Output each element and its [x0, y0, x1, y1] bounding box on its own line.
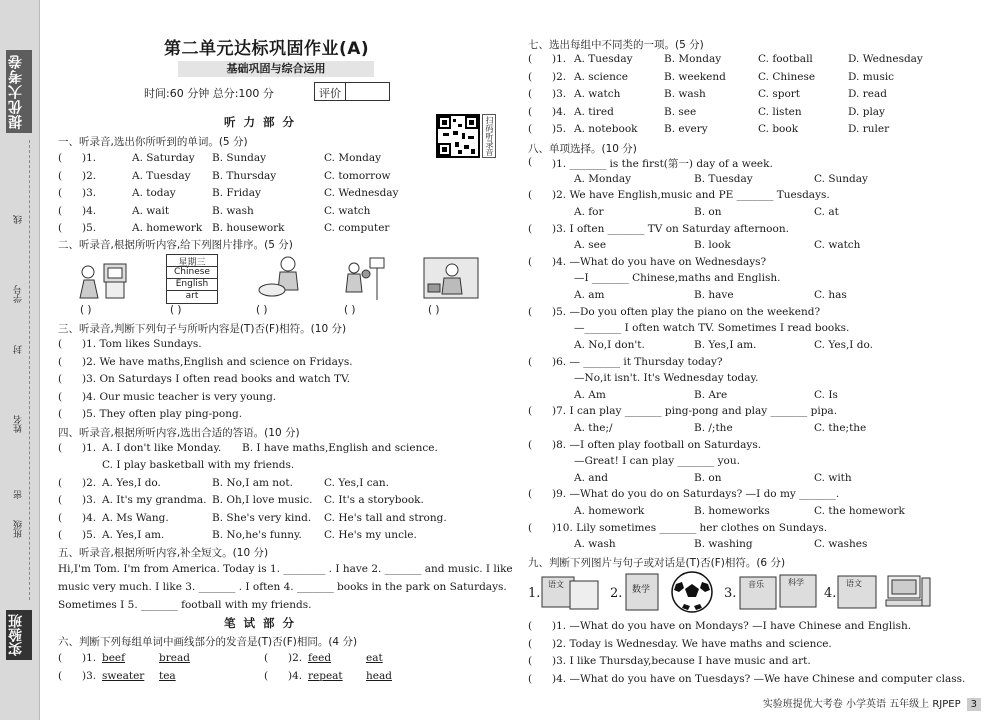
question-number: )3. [82, 187, 97, 199]
option[interactable]: C. Monday [324, 152, 382, 164]
statement: )4. Our music teacher is very young. [82, 390, 277, 403]
option[interactable]: C. tomorrow [324, 169, 391, 182]
answer-paren[interactable]: ( [58, 476, 63, 489]
statement: )3. I like Thursday,because I have music and art. [552, 655, 811, 667]
question-number: )3. [552, 88, 567, 100]
question-text: )7. I can play _______ ping-pong and play _______ pipa. [552, 405, 838, 418]
option[interactable]: D. Wednesday [848, 53, 923, 65]
word: eat [366, 652, 383, 664]
option[interactable]: C. I play basketball with my friends. [102, 459, 295, 471]
question-text: )9. —What do you do on Saturdays? —I do my _______. [552, 488, 840, 501]
section7-heading: 七、选出每组中不同类的一项。(5 分) [528, 39, 704, 51]
question-text: )1. _______ is the first(第一) day of a week. [552, 158, 773, 170]
schedule-cell: art [185, 291, 199, 301]
time-score: 时间:60 分钟 总分:100 分 [144, 87, 274, 100]
answer-paren[interactable]: ( [528, 672, 533, 685]
word: beef [102, 652, 126, 664]
answer-paren[interactable]: ( [528, 655, 533, 667]
answer-paren[interactable]: ( [528, 255, 533, 268]
option[interactable]: A. Saturday [132, 152, 195, 164]
question-number: )2. [82, 169, 97, 182]
schedule-cell: 星期三 [167, 255, 217, 267]
word: repeat [308, 669, 343, 682]
statement: )3. On Saturdays I often read books and watch TV. [82, 373, 351, 385]
strip-label: 姓名 [14, 415, 24, 433]
basketball-picture [340, 254, 390, 302]
option[interactable]: C. It's a storybook. [324, 494, 424, 506]
section3-heading: 三、听录音,判断下列句子与所听内容是(T)否(F)相符。(10 分) [58, 323, 347, 335]
answer-paren[interactable]: ( [528, 488, 533, 501]
option[interactable]: B. on [694, 205, 722, 218]
footer-text: 实验班提优大考卷 小学英语 五年级上 RJPEP [762, 699, 961, 710]
answer-paren[interactable]: ( [528, 53, 533, 65]
strip-label: 线 [14, 215, 24, 224]
question-number: )4. [82, 511, 97, 524]
answer-paren[interactable]: ( [264, 652, 269, 664]
strip-label: 班级 [14, 520, 24, 538]
right-page [518, 0, 993, 720]
option[interactable]: C. computer [324, 222, 390, 234]
question-number: )1. [82, 652, 97, 664]
answer-paren[interactable]: ( [58, 338, 63, 350]
schedule-picture [166, 254, 218, 304]
option[interactable]: A. It's my grandma. [102, 494, 207, 506]
option[interactable]: B. weekend [664, 70, 726, 83]
book-label: 语文 [548, 580, 564, 589]
statement: )1. Tom likes Sundays. [82, 338, 202, 350]
option[interactable]: A. am [574, 288, 605, 301]
question-number: )5. [82, 222, 97, 234]
option[interactable]: B. have [694, 288, 734, 301]
brand-label: 提优大考卷 [6, 50, 32, 133]
answer-paren[interactable]: ( [528, 70, 533, 83]
answer-paren[interactable]: ( [528, 156, 533, 168]
picture-number: 3. [724, 586, 737, 601]
option[interactable]: A. science [574, 70, 628, 83]
option[interactable]: C. the homework [814, 504, 905, 517]
option[interactable]: C. sport [758, 88, 801, 100]
option[interactable]: A. the;/ [574, 421, 613, 434]
girl-tv-picture [74, 256, 134, 302]
option[interactable]: B. Sunday [212, 152, 267, 164]
question-text: )3. I often _______ TV on Saturday afternoon. [552, 222, 789, 235]
option[interactable]: B. No,I am not. [212, 476, 293, 489]
option[interactable]: A. Tuesday [574, 53, 633, 65]
binding-strip [0, 0, 40, 720]
cloze-line: Hi,I'm Tom. I'm from America. Today is 1. ________ . I have 2. _______ and music. I like [58, 563, 513, 575]
question-number: )4. [82, 204, 97, 217]
qr-label: 扫码听录音 [482, 114, 496, 158]
question-number: )2. [288, 652, 303, 664]
option[interactable]: B. Thursday [212, 169, 277, 182]
question-number: )1. [82, 152, 97, 164]
picture-number: 1. [528, 586, 541, 601]
option[interactable]: B. I have maths,English and science. [242, 442, 438, 454]
option[interactable]: C. He's my uncle. [324, 529, 417, 541]
option[interactable]: B. homeworks [694, 504, 770, 517]
question-text: )6. — _______ it Thursday today? [552, 355, 723, 368]
question-text: )4. —What do you have on Wednesdays? [552, 255, 767, 268]
statement: )1. —What do you have on Mondays? —I have Chinese and English. [552, 620, 912, 632]
answer-paren[interactable]: ( [528, 105, 533, 118]
option[interactable]: B. No,he's funny. [212, 529, 302, 541]
answer-paren[interactable]: ( [58, 222, 63, 234]
option[interactable]: C. Wednesday [324, 187, 399, 199]
boy-washing-picture [256, 254, 306, 302]
question-number: )4. [288, 669, 303, 682]
answer-paren[interactable]: ( ) [80, 304, 92, 316]
option[interactable]: C. He's tall and strong. [324, 511, 447, 524]
option[interactable]: A. and [574, 471, 609, 484]
option[interactable]: B. washing [694, 538, 753, 551]
option[interactable]: B. Tuesday [694, 172, 753, 185]
option[interactable]: C. Yes,I do. [814, 338, 873, 351]
option[interactable]: C. book [758, 123, 799, 135]
page-number: 3 [967, 698, 981, 711]
answer-paren[interactable]: ( [264, 669, 269, 682]
option[interactable]: B. wash [212, 204, 254, 217]
option[interactable]: B. see [664, 105, 697, 118]
picture-number: 2. [610, 586, 623, 601]
option[interactable]: A. Ms Wang. [102, 511, 169, 524]
answer-paren[interactable]: ( [528, 305, 533, 318]
answer-paren[interactable]: ( [528, 521, 533, 534]
chinese-book-picture [540, 573, 602, 611]
answer-paren[interactable]: ( [528, 438, 533, 451]
option[interactable]: B. Friday [212, 187, 261, 199]
option[interactable]: C. football [758, 53, 813, 65]
music-science-books-picture [738, 573, 818, 611]
option[interactable]: A. Am [574, 388, 606, 401]
answer-paren[interactable]: ( [58, 169, 63, 182]
option[interactable]: A. Yes,I am. [102, 529, 165, 541]
option[interactable]: A. homework [132, 222, 203, 234]
eval-label: 评价 [319, 87, 341, 100]
picture-number: 4. [824, 586, 837, 601]
answer-paren[interactable]: ( ) [256, 304, 268, 316]
word: sweater [102, 669, 145, 682]
option[interactable]: B. look [694, 239, 731, 252]
statement: )5. They often play ping-pong. [82, 408, 243, 420]
option[interactable]: A. today [132, 187, 176, 199]
question-text: —I _______ Chinese,maths and English. [574, 272, 781, 285]
qr-code-icon[interactable] [436, 114, 480, 158]
question-text: )8. —I often play football on Saturdays. [552, 438, 762, 451]
page-subtitle: 基础巩固与综合运用 [178, 61, 374, 77]
option[interactable]: A. Monday [574, 172, 632, 185]
statement: )2. Today is Wednesday. We have maths and science. [552, 637, 832, 650]
option[interactable]: A. watch [574, 88, 621, 100]
option[interactable]: C. listen [758, 105, 802, 118]
question-text: —_______ I often watch TV. Sometimes I read books. [574, 322, 850, 335]
option[interactable]: A. wash [574, 538, 616, 551]
cloze-line: music very much. I like 3. _______ . I often 4. _______ books in the park on Saturdays. [58, 581, 507, 593]
option[interactable]: B. Yes,I am. [694, 338, 757, 351]
cut-line [29, 140, 30, 600]
answer-paren[interactable]: ( [58, 390, 63, 403]
book-label: 音乐 [748, 580, 764, 589]
option[interactable]: B. Oh,I love music. [212, 494, 313, 506]
word: tea [159, 669, 176, 682]
answer-paren[interactable]: ( [58, 355, 63, 368]
football-picture [670, 570, 714, 614]
page-footer [763, 695, 981, 711]
option[interactable]: A. for [574, 205, 604, 218]
option[interactable]: A. wait [132, 204, 170, 217]
answer-paren[interactable]: ( [58, 652, 63, 664]
option[interactable]: D. music [848, 70, 895, 83]
cooking-picture [422, 254, 480, 302]
option[interactable]: A. notebook [574, 123, 638, 135]
question-text: —Great! I can play _______ you. [574, 455, 740, 468]
question-text: —No,it isn't. It's Wednesday today. [574, 372, 759, 384]
option[interactable]: A. homework [574, 504, 645, 517]
section9-heading: 九、判断下列图片与句子或对话是(T)否(F)相符。(6 分) [528, 557, 786, 569]
page-title: 第二单元达标巩固作业(A) [164, 39, 370, 59]
book-label: 语文 [846, 579, 862, 588]
question-number: )3. [82, 494, 97, 506]
question-number: )2. [552, 70, 567, 83]
question-number: )5. [552, 123, 567, 135]
option[interactable]: C. with [814, 471, 852, 484]
option[interactable]: C. watch [814, 239, 861, 252]
option[interactable]: C. at [814, 205, 839, 218]
schedule-cell: English [167, 279, 217, 291]
option[interactable]: C. Sunday [814, 172, 868, 185]
statement: )4. —What do you have on Tuesdays? —We have Chinese and computer class. [552, 672, 966, 685]
option[interactable]: C. Is [814, 388, 838, 401]
answer-paren[interactable]: ( [528, 637, 533, 650]
word: feed [308, 652, 332, 664]
answer-paren[interactable]: ( [58, 187, 63, 199]
answer-paren[interactable]: ( [528, 405, 533, 418]
option[interactable]: A. Yes,I do. [102, 476, 161, 489]
answer-paren[interactable]: ( [58, 669, 63, 682]
answer-paren[interactable]: ( ) [170, 304, 182, 316]
answer-paren[interactable]: ( [58, 442, 63, 454]
option[interactable]: C. has [814, 288, 847, 301]
book-label: 科学 [788, 578, 804, 587]
option[interactable]: C. Chinese [758, 70, 816, 83]
left-page [44, 0, 513, 720]
option[interactable]: B. every [664, 123, 708, 135]
option[interactable]: C. Yes,I can. [324, 476, 390, 489]
option[interactable]: C. the;the [814, 421, 867, 434]
answer-paren[interactable]: ( [58, 152, 63, 164]
option[interactable]: B. wash [664, 88, 706, 100]
option[interactable]: A. I don't like Monday. [102, 442, 222, 454]
book-label: 数学 [632, 585, 651, 595]
strip-label: 封 [14, 345, 24, 354]
answer-paren[interactable]: ( [58, 511, 63, 524]
option[interactable]: C. watch [324, 204, 371, 217]
option[interactable]: D. read [848, 88, 887, 100]
answer-paren[interactable]: ( [528, 123, 533, 135]
maths-book-picture [624, 572, 662, 612]
section2-heading: 二、听录音,根据所听内容,给下列图片排序。(5 分) [58, 239, 293, 251]
section8-heading: 八、单项选择。(10 分) [528, 143, 637, 155]
option[interactable]: B. She's very kind. [212, 511, 312, 524]
question-text: )2. We have English,music and PE _______ Tuesdays. [552, 189, 830, 202]
question-number: )1. [552, 53, 567, 65]
option[interactable]: B. /;the [694, 421, 733, 434]
answer-paren[interactable]: ( [528, 620, 533, 632]
option[interactable]: A. Tuesday [132, 169, 191, 182]
answer-paren[interactable]: ( [58, 494, 63, 506]
question-number: )5. [82, 529, 97, 541]
brand-label-2: 实验班 [6, 610, 32, 660]
section4-heading: 四、听录音,根据所听内容,选出合适的答语。(10 分) [58, 427, 300, 439]
option[interactable]: B. on [694, 471, 722, 484]
question-number: )1. [82, 442, 97, 454]
answer-paren[interactable]: ( [58, 204, 63, 217]
book-computer-picture [836, 572, 934, 612]
answer-paren[interactable]: ( [58, 373, 63, 385]
statement: )2. We have maths,English and science on Fridays. [82, 355, 353, 368]
strip-label: 学号 [14, 285, 24, 303]
word: bread [159, 652, 190, 664]
answer-paren[interactable]: ( ) [344, 304, 356, 316]
writing-title: 笔 试 部 分 [224, 616, 297, 630]
strip-label: 密 [14, 490, 24, 499]
answer-paren[interactable]: ( [528, 88, 533, 100]
question-number: )4. [552, 105, 567, 118]
section5-heading: 五、听录音,根据所听内容,补全短文。(10 分) [58, 547, 269, 559]
option[interactable]: A. see [574, 239, 607, 252]
answer-paren[interactable]: ( [528, 189, 533, 202]
option[interactable]: A. No,I don't. [574, 338, 645, 351]
option[interactable]: C. washes [814, 538, 868, 551]
answer-paren[interactable]: ( [58, 408, 63, 420]
option[interactable]: D. play [848, 105, 885, 118]
question-number: )3. [82, 669, 97, 682]
option[interactable]: B. housework [212, 222, 285, 234]
question-text: )5. —Do you often play the piano on the weekend? [552, 305, 821, 318]
answer-paren[interactable]: ( ) [428, 304, 440, 316]
section6-heading: 六、判断下列每组单词中画线部分的发音是(T)否(F)相同。(4 分) [58, 636, 358, 648]
question-number: )2. [82, 476, 97, 489]
answer-paren[interactable]: ( [528, 222, 533, 235]
answer-paren[interactable]: ( [528, 355, 533, 368]
option[interactable]: A. tired [574, 105, 614, 118]
option[interactable]: B. Are [694, 388, 728, 401]
schedule-cell: Chinese [167, 267, 217, 279]
question-text: )10. Lily sometimes _______ her clothes on Sundays. [552, 521, 828, 534]
option[interactable]: B. Monday [664, 53, 722, 65]
section1-heading: 一、听录音,选出你所听到的单词。(5 分) [58, 136, 248, 148]
word: head [366, 669, 392, 682]
cloze-line: Sometimes I 5. _______ football with my friends. [58, 599, 312, 611]
listening-title: 听 力 部 分 [224, 115, 297, 129]
answer-paren[interactable]: ( [58, 529, 63, 541]
option[interactable]: D. ruler [848, 123, 890, 135]
eval-box [314, 82, 390, 101]
